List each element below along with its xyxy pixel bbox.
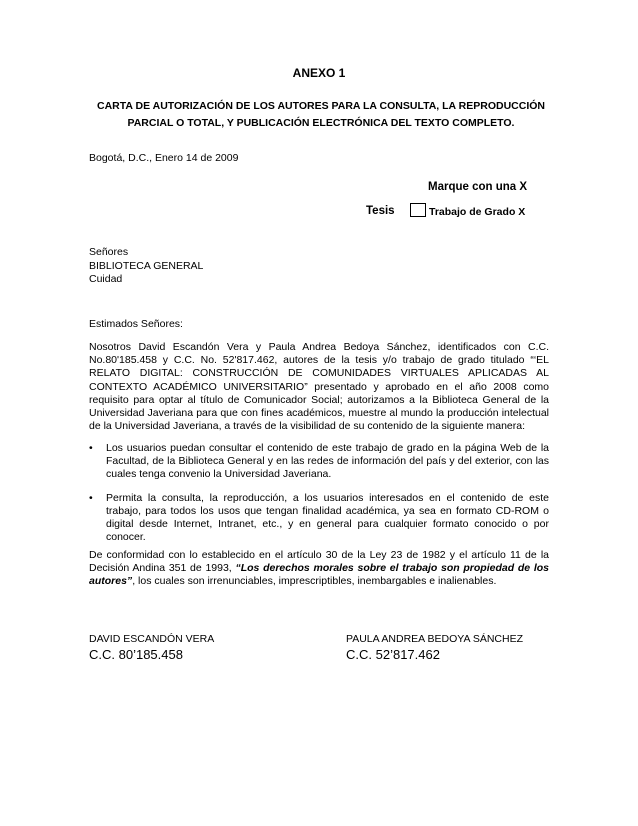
bullet-icon: •: [89, 442, 93, 454]
trabajo-label: Trabajo de Grado X: [429, 206, 526, 218]
recipient-line-3: Cuidad: [89, 273, 123, 285]
body-paragraph: Nosotros David Escandón Vera y Paula Andrea Bedoya Sánchez, identificados con C.C. No.80'185.458 y C.C. No. 52'817.462, autores de la tesis y/o trabajo de grado titulado “‘EL RELATO DIGITAL: CONSTRUCCIÓN DE COMUNIDADES VIRTUALES APLICADAS AL CONTEXTO ACADÉMICO UNIVERSITARIO” presentado y aprobado en el año 2008 como requisito para optar al título de Comunicador Social; autorizamos a la Biblioteca General de la Universidad Javeriana para que con fines académicos, muestre al mundo la producción intelectual de la Universidad Javeriana, a través de la visibilidad de su contenido de la siguiente manera:: [89, 341, 549, 433]
heading-line-2: PARCIAL O TOTAL, Y PUBLICACIÓN ELECTRÓNICA DEL TEXTO COMPLETO.: [127, 117, 515, 129]
recipient-line-1: Señores: [89, 246, 129, 258]
signature-name-1: DAVID ESCANDÓN VERA: [89, 633, 215, 645]
recipient-line-2: BIBLIOTECA GENERAL: [89, 259, 204, 272]
document-heading: [86, 98, 556, 132]
signature-name-2: PAULA ANDREA BEDOYA SÁNCHEZ: [346, 633, 524, 645]
bullet-item-2: [89, 492, 549, 545]
tesis-checkbox: [410, 203, 426, 217]
bullet-text-2: Permita la consulta, la reproducción, a los usuarios interesados en el contenido de este trabajo, para todos los usos que tengan finalidad académica, ya sea en formato CD-ROM o digital desde Internet, Intranet, etc., y en general para cualquier formato conocido o por conocer.: [106, 491, 549, 544]
closing-paragraph: [89, 549, 549, 589]
heading-line-1: CARTA DE AUTORIZACIÓN DE LOS AUTORES PARA LA CONSULTA, LA REPRODUCCIÓN: [97, 100, 545, 112]
salutation: Estimados Señores:: [89, 318, 183, 330]
signature-cc-2: C.C. 52’817.462: [346, 647, 440, 662]
bullet-icon: •: [89, 491, 93, 504]
closing-text-after: , los cuales son irrenunciables, imprescriptibles, inembargables e inalienables.: [132, 575, 497, 588]
bullet-text-1: Los usuarios puedan consultar el contenido de este trabajo de grado en la página Web de la Facultad, de la Biblioteca General y en las redes de información del país y del exterior, con las cuales tenga convenio la Universidad Javeriana.: [106, 442, 549, 481]
annex-title: ANEXO 1: [292, 66, 346, 80]
signature-cc-1: C.C. 80’185.458: [89, 647, 183, 662]
mark-instruction: Marque con una X: [428, 181, 528, 193]
closing-text-before: De conformidad con lo establecido en el artículo 30 de la Ley 23 de 1982 y el artículo 11 de la Decisión Andina 351 de 1993,: [89, 549, 549, 575]
bullet-list: [89, 442, 549, 554]
recipient-block: [89, 246, 203, 287]
tesis-label: Tesis: [366, 205, 395, 217]
date-line: Bogotá, D.C., Enero 14 de 2009: [89, 152, 239, 164]
bullet-item-1: [89, 442, 549, 482]
closing-emphasis: “Los derechos morales sobre el trabajo son propiedad de los autores”: [89, 562, 549, 588]
